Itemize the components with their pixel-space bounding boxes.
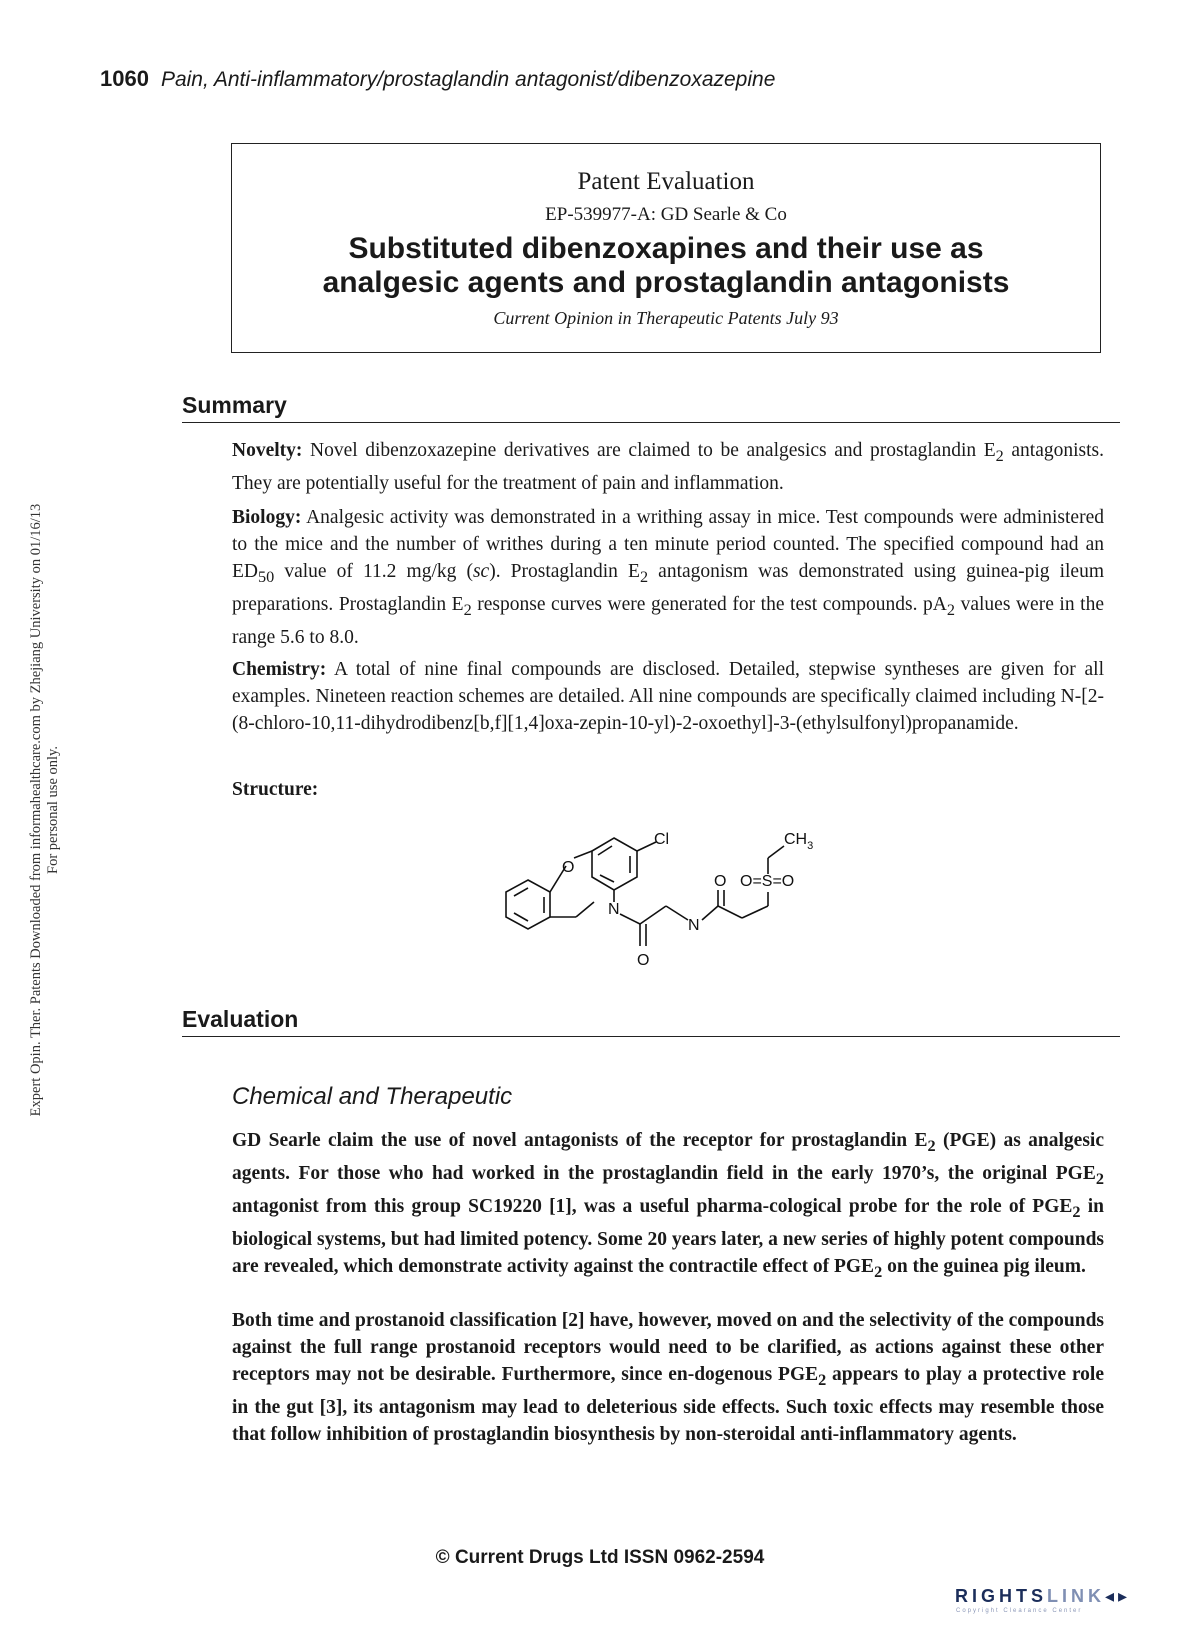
evaluation-heading: Evaluation [182,1006,1120,1037]
patent-number: EP-539977-A: GD Searle & Co [545,204,787,225]
evaluation-paragraph-1: GD Searle claim the use of novel antagonists of the receptor for prostaglandin $E_2$ (PGE) as analgesic agents. For those who had worked in the prostaglandin field in the early 1970’s, the original $PGE_2$ antagonist from this group SC19220 [1], was a useful pharma-cological probe for the role of $PGE_2$ in biological systems, but had limited potency. Some 20 years later, a new series of highly potent compounds are revealed, which demonstrate activity against the contractile effect of $PGE_2$ on the guinea pig ileum. [232,1130,1105,1281]
watermark-line-1: Expert Opin. Ther. Patents Downloaded from informahealthcare.com by Zhejiang University on 01/16/13 [28,503,44,1117]
evaluation-subheading: Chemical and Therapeutic [232,1083,513,1110]
atom-n-amide: N [688,917,700,934]
evaluation-paragraph-2: Both time and prostanoid classification [2] have, however, moved on and the selectivity of the compounds against the full range prostanoid receptors would need to be clarified, as actions against these other receptors may not be desirable. Furthermore, since en-dogenous $PGE_2$ appears to play a protective role in the gut [3], its antagonism may lead to deleterious side effects. Such toxic effects may resemble those that follow inhibition of prostaglandin biosynthesis by non-steroidal anti-inflammatory agents. [232,1310,1104,1445]
chemistry-paragraph: Chemistry: A total of nine final compounds are disclosed. Detailed, stepwise syntheses are given for all examples. Nineteen reaction schemes are detailed. All nine compounds are specifically claimed including N-[2-(8-chloro-10,11-dihydrodibenz[b,f][1,4]oxa-zepin-10-yl)-2-oxoethyl]-3-(ethylsulfonyl)propanamide. [232,659,1104,734]
article-title-line-2: analgesic agents and prostaglandin antagonists [322,266,1010,299]
watermark-line-2: For personal use only. [45,746,61,874]
atom-n-ring: N [608,901,620,918]
article-title [232,232,1100,300]
atom-ch3: $CH_3$ [784,831,814,852]
copyright-footer: © Current Drugs Ltd ISSN 0962-2594 [435,1547,765,1568]
atom-sulfonyl: O=S=O [740,873,795,890]
running-title: Pain, Anti-inflammatory/prostaglandin antagonist/dibenzoxazepine [160,68,776,91]
page-number: 1060 [100,66,149,91]
evaluation-label: Patent Evaluation [577,168,755,195]
atom-o-carbonyl-2: O [714,873,727,890]
rightslink-subtitle: Copyright Clearance Center [956,1608,1083,1614]
novelty-label: Novelty: [232,440,303,461]
atom-cl: Cl [654,831,670,848]
chemical-structure [480,818,840,978]
chemistry-label: Chemistry: [232,659,327,680]
novelty-paragraph: Novelty: Novel dibenzoxazepine derivatives are claimed to be analgesics and prostaglandin $E_2$ antagonists. They are potentially useful for the treatment of pain and inflammation. [232,440,1104,494]
source-citation: Current Opinion in Therapeutic Patents July 93 [493,308,839,328]
patent-title-box [231,143,1101,353]
running-head [100,66,775,92]
biology-label: Biology: [232,507,302,528]
rightslink-logo[interactable]: RIGHTSLINK◂▸ [955,1586,1132,1606]
atom-o-carbonyl-1: O [637,952,650,969]
article-title-line-1: Substituted dibenzoxapines and their use as [348,232,984,265]
atom-o-ring: O [562,859,575,876]
biology-paragraph: Biology: Analgesic activity was demonstrated in a writhing assay in mice. Test compounds were administered to the mice and the number of writhes during a ten minute period counted. The specified compound had an $ED_{50}$ value of 11.2 mg/kg (sc). Prostaglandin $E_2$ antagonism was demonstrated using guinea-pig ileum preparations. Prostaglandin $E_2$ response curves were generated for the test compounds. $pA_2$ values were in the range 5.6 to 8.0. [232,507,1104,648]
structure-bonds [506,838,784,946]
download-watermark [28,450,62,1170]
structure-label: Structure: [232,779,319,800]
summary-heading: Summary [182,392,1120,423]
rightslink-arrow-icon: ◂▸ [1105,1586,1132,1606]
